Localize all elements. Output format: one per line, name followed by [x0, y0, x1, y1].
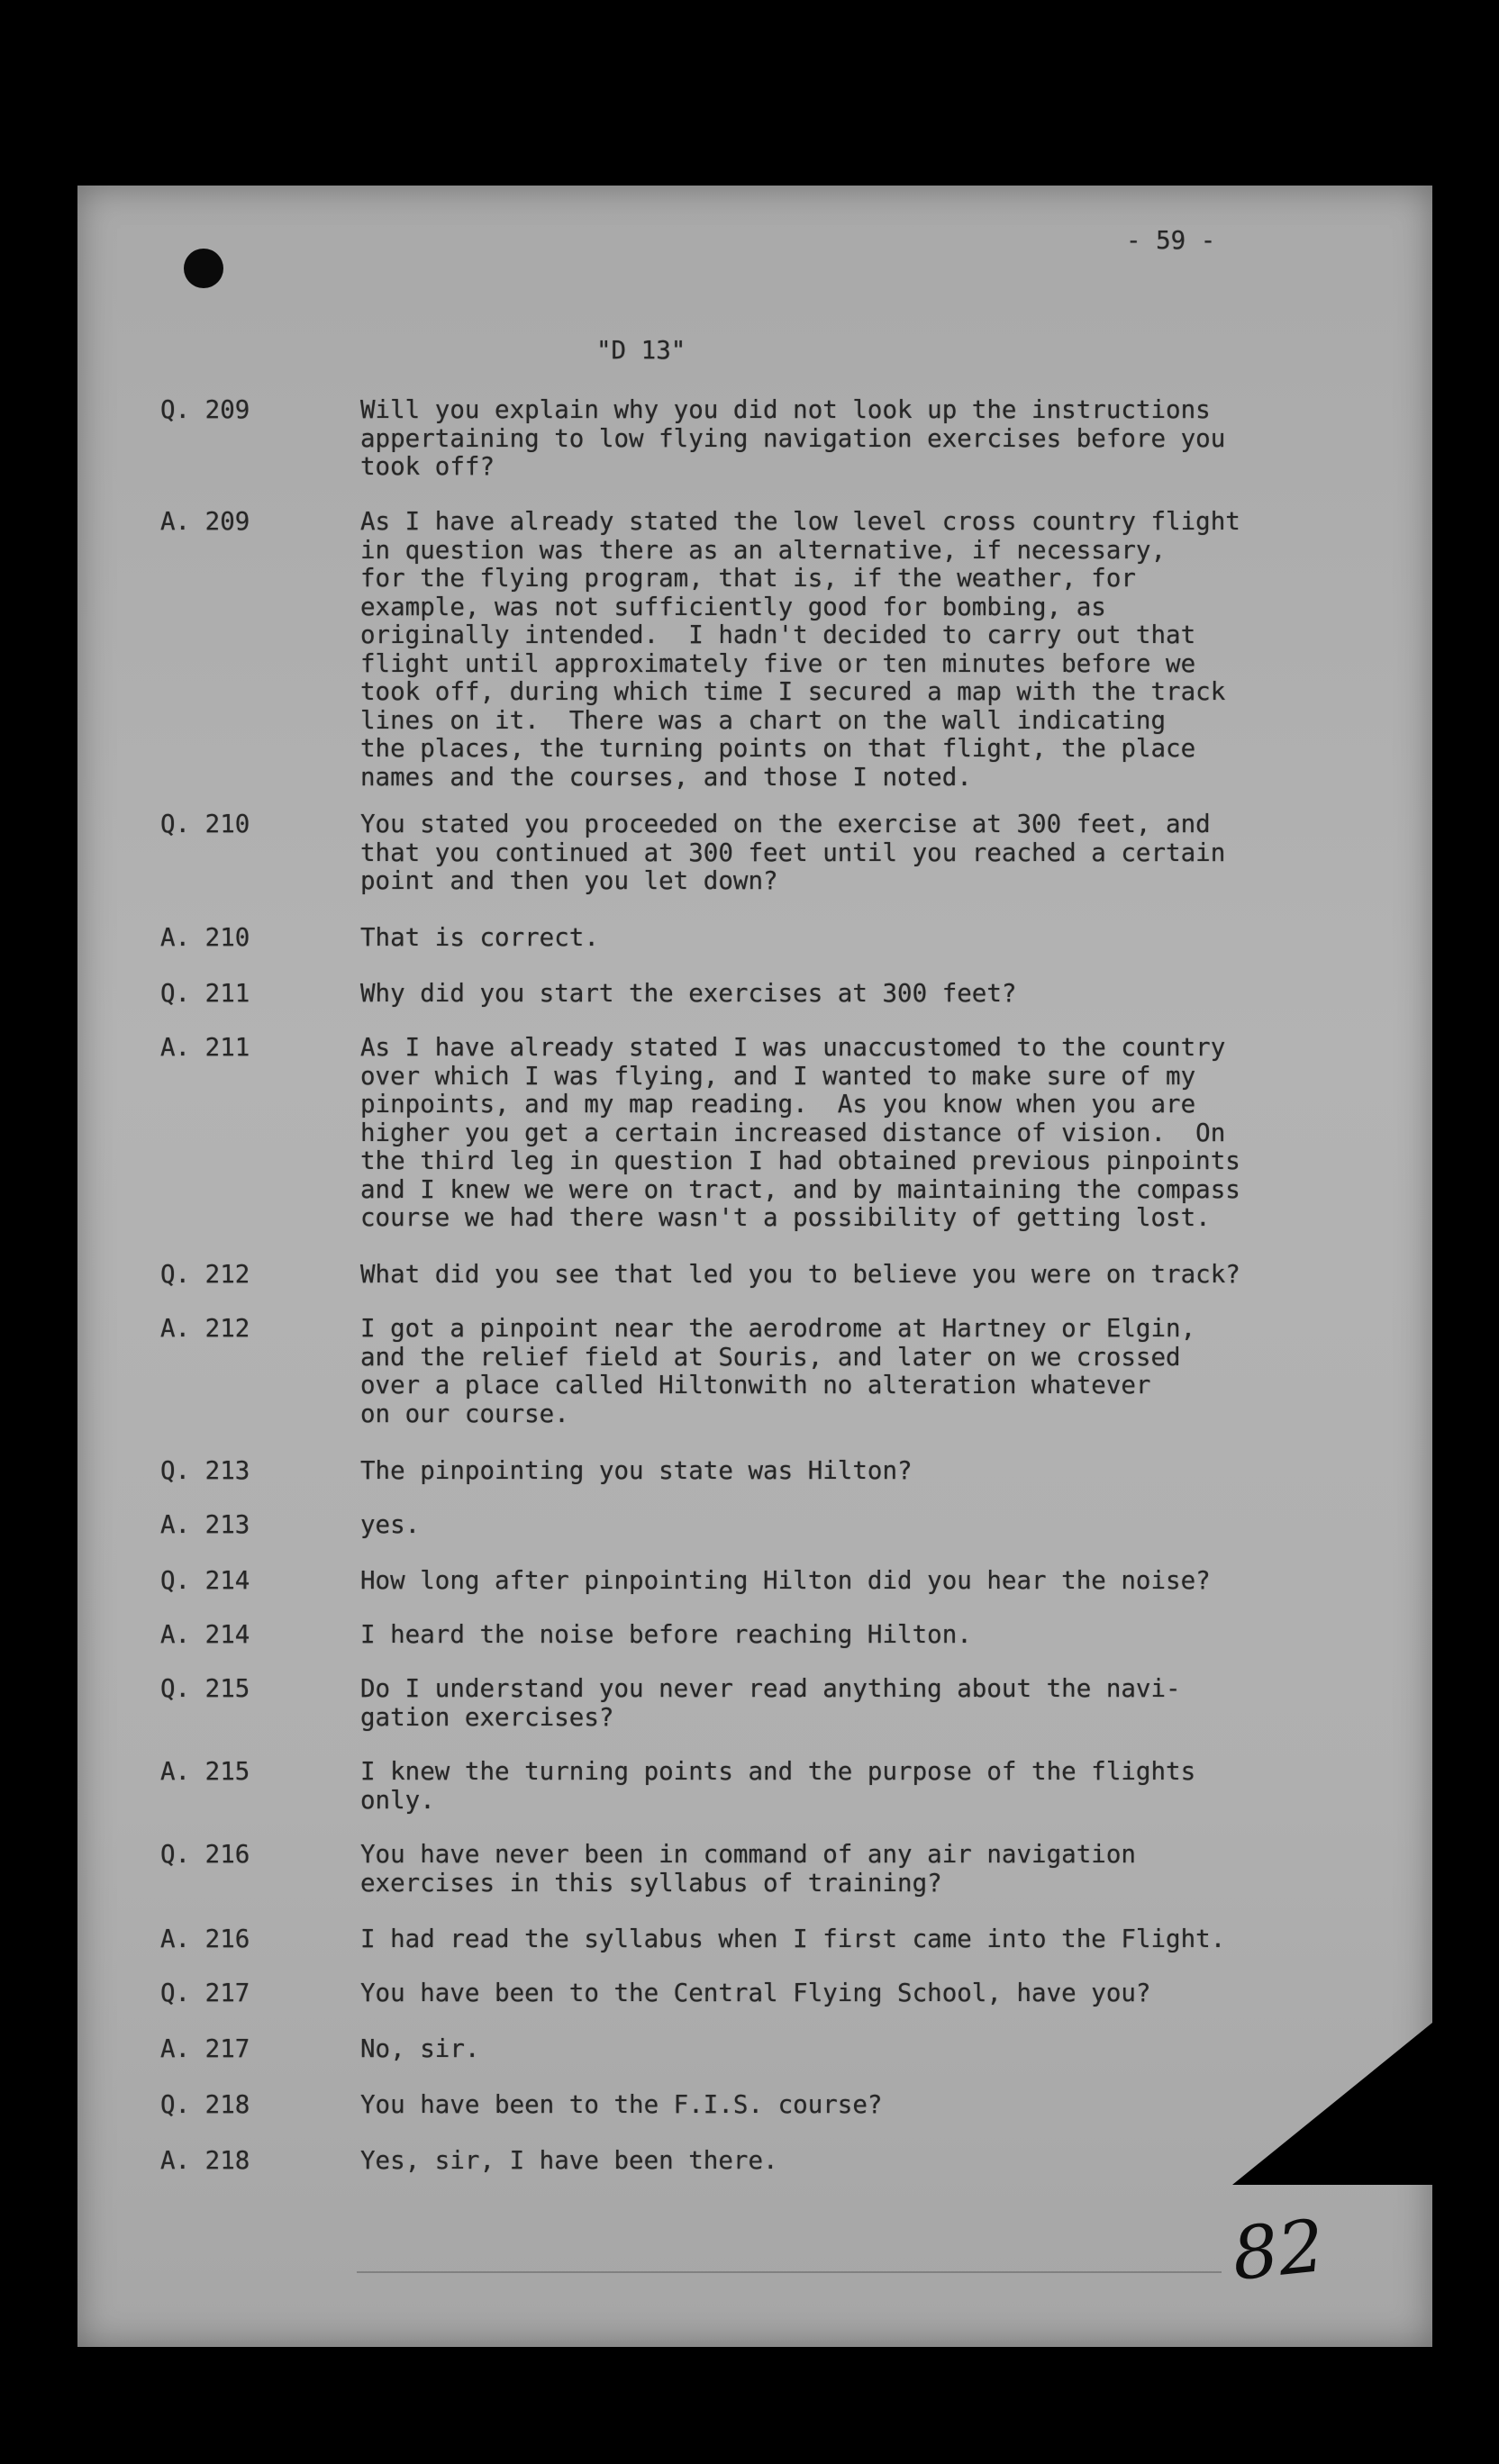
entry-label: A. 214: [160, 1620, 250, 1649]
entry-label: A. 218: [160, 2146, 250, 2175]
page-number: - 59 -: [1126, 226, 1216, 255]
entry-label: Q. 213: [160, 1456, 250, 1485]
entry-label: A. 212: [160, 1314, 250, 1343]
entry-label: A. 216: [160, 1925, 250, 1953]
entry-label: Q. 211: [160, 979, 250, 1008]
entry-label: A. 215: [160, 1757, 250, 1786]
entry-text: Do I understand you never read anything about the navi- gation exercises?: [360, 1674, 1181, 1732]
entry-label: A. 211: [160, 1033, 250, 1062]
entry-label: Q. 210: [160, 810, 250, 838]
punch-hole: [184, 249, 223, 288]
entry-text: That is correct.: [360, 923, 599, 952]
entry-label: A. 210: [160, 923, 250, 952]
document-reference: "D 13": [596, 336, 686, 365]
entry-text: No, sir.: [360, 2034, 480, 2063]
entry-text: As I have already stated I was unaccustomed to the country over which I was flying, and I wanted to make sure of my pinpoints, and my map reading. As you know when you are higher you get a certain increased distance of vision. On the third leg in question I had obtained previous pinpoints and I knew we were on tract, and by maintaining the compass course we had there wasn't a possibility of getting lost.: [360, 1033, 1240, 1232]
entry-text: Will you explain why you did not look up the instructions appertaining to low flying navigation exercises before you took off?: [360, 395, 1226, 481]
entry-text: Yes, sir, I have been there.: [360, 2146, 778, 2175]
entry-text: You have never been in command of any air navigation exercises in this syllabus of training?: [360, 1840, 1136, 1898]
entry-label: A. 213: [160, 1510, 250, 1539]
entry-label: Q. 214: [160, 1566, 250, 1595]
handwritten-page-number: 82: [1228, 2203, 1329, 2297]
entry-label: A. 217: [160, 2034, 250, 2063]
entry-text: The pinpointing you state was Hilton?: [360, 1456, 913, 1485]
entry-label: A. 209: [160, 507, 250, 536]
entry-text: I knew the turning points and the purpose of the flights only.: [360, 1757, 1196, 1815]
entry-text: You have been to the Central Flying School, have you?: [360, 1979, 1151, 2007]
entry-text: How long after pinpointing Hilton did you hear the noise?: [360, 1566, 1211, 1595]
entry-label: Q. 212: [160, 1260, 250, 1289]
entry-text: I heard the noise before reaching Hilton.: [360, 1620, 972, 1649]
entry-label: Q. 216: [160, 1840, 250, 1869]
entry-label: Q. 218: [160, 2090, 250, 2119]
entry-text: You stated you proceeded on the exercise at 300 feet, and that you continued at 300 feet until you reached a certain point and then you let down?: [360, 810, 1226, 895]
entry-text: As I have already stated the low level cross country flight in question was there as an alternative, if necessary, for the flying program, that is, if the weather, for example, was not sufficiently good for bombing, as originally intended. I hadn't decided to carry out that flight until approximately five or ten minutes before we took off, during which time I secured a map with the track lines on it. There was a chart on the wall indicating the places, the turning points on that flight, the place names and the courses, and those I noted.: [360, 507, 1240, 792]
entry-text: You have been to the F.I.S. course?: [360, 2090, 883, 2119]
bottom-rule: [357, 2271, 1222, 2273]
entry-text: I got a pinpoint near the aerodrome at Hartney or Elgin, and the relief field at Souris, and later on we crossed over a place called Hiltonwith no alteration whatever on our course.: [360, 1314, 1196, 1428]
entry-text: yes.: [360, 1510, 421, 1539]
entry-label: Q. 215: [160, 1674, 250, 1703]
entry-label: Q. 209: [160, 395, 250, 424]
entry-text: I had read the syllabus when I first came into the Flight.: [360, 1925, 1226, 1953]
entry-label: Q. 217: [160, 1979, 250, 2007]
entry-text: Why did you start the exercises at 300 feet?: [360, 979, 1017, 1008]
entry-text: What did you see that led you to believe you were on track?: [360, 1260, 1240, 1289]
